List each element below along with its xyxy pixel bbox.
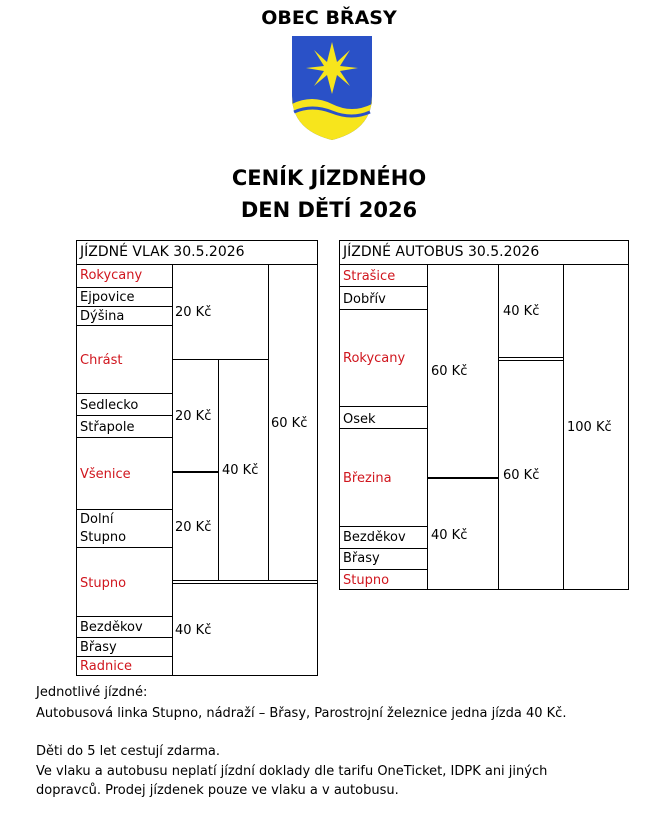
train-stop: Všenice xyxy=(80,467,131,482)
tickets-note-line1: Ve vlaku a autobusu neplatí jízdní doklady dle tarifu OneTicket, IDPK ani jiných xyxy=(36,764,548,779)
page-subtitle: DEN DĚTÍ 2026 xyxy=(240,198,418,222)
train-stop: Stupno xyxy=(80,576,127,591)
bus-stop: Bezděkov xyxy=(343,530,406,545)
train-stop: Stupno xyxy=(80,530,127,545)
train-stop: Chrást xyxy=(80,353,123,368)
train-price-40: 40 Kč xyxy=(175,623,212,638)
train-stop: Střapole xyxy=(80,420,135,435)
single-fare-label: Jednotlivé jízdné: xyxy=(36,685,148,700)
train-stop: Dolní xyxy=(80,512,114,527)
train-stop: Bezděkov xyxy=(80,620,143,635)
bus-price-40: 40 Kč xyxy=(503,304,540,319)
train-stop: Rokycany xyxy=(80,268,143,283)
bus-stop: Osek xyxy=(343,412,376,427)
train-price-20: 20 Kč xyxy=(175,305,212,320)
bus-stop: Strašice xyxy=(343,269,396,284)
tickets-note-line2: dopravců. Prodej jízdenek pouze ve vlaku a v autobusu. xyxy=(36,783,399,798)
train-stop: Radnice xyxy=(80,659,132,674)
coat-of-arms-icon xyxy=(290,34,374,142)
single-fare-text: Autobusová linka Stupno, nádraží – Břasy, Parostrojní železnice jedna jízda 40 Kč. xyxy=(36,706,567,721)
train-stop: Břasy xyxy=(80,640,117,655)
bus-price-100: 100 Kč xyxy=(567,420,612,435)
bus-stop: Dobřív xyxy=(343,292,386,307)
bus-stop: Březina xyxy=(343,471,392,486)
bus-price-60: 60 Kč xyxy=(503,468,540,483)
municipality-name: OBEC BŘASY xyxy=(261,7,397,29)
children-note: Děti do 5 let cestují zdarma. xyxy=(36,744,220,759)
train-price-20: 20 Kč xyxy=(175,409,212,424)
train-price-40: 40 Kč xyxy=(222,463,259,478)
page-title: CENÍK JÍZDNÉHO xyxy=(231,166,427,190)
train-price-20: 20 Kč xyxy=(175,520,212,535)
train-stop: Sedlecko xyxy=(80,398,139,413)
bus-stop: Břasy xyxy=(343,551,380,566)
train-stop: Ejpovice xyxy=(80,290,135,305)
bus-stop: Rokycany xyxy=(343,351,406,366)
train-table-header: JÍZDNÉ VLAK 30.5.2026 xyxy=(80,244,245,260)
train-stop: Dýšina xyxy=(80,309,125,324)
train-price-60: 60 Kč xyxy=(271,416,308,431)
bus-table-header: JÍZDNÉ AUTOBUS 30.5.2026 xyxy=(343,244,540,260)
bus-stop: Stupno xyxy=(343,573,390,588)
bus-price-40: 40 Kč xyxy=(431,528,468,543)
bus-price-60: 60 Kč xyxy=(431,364,468,379)
